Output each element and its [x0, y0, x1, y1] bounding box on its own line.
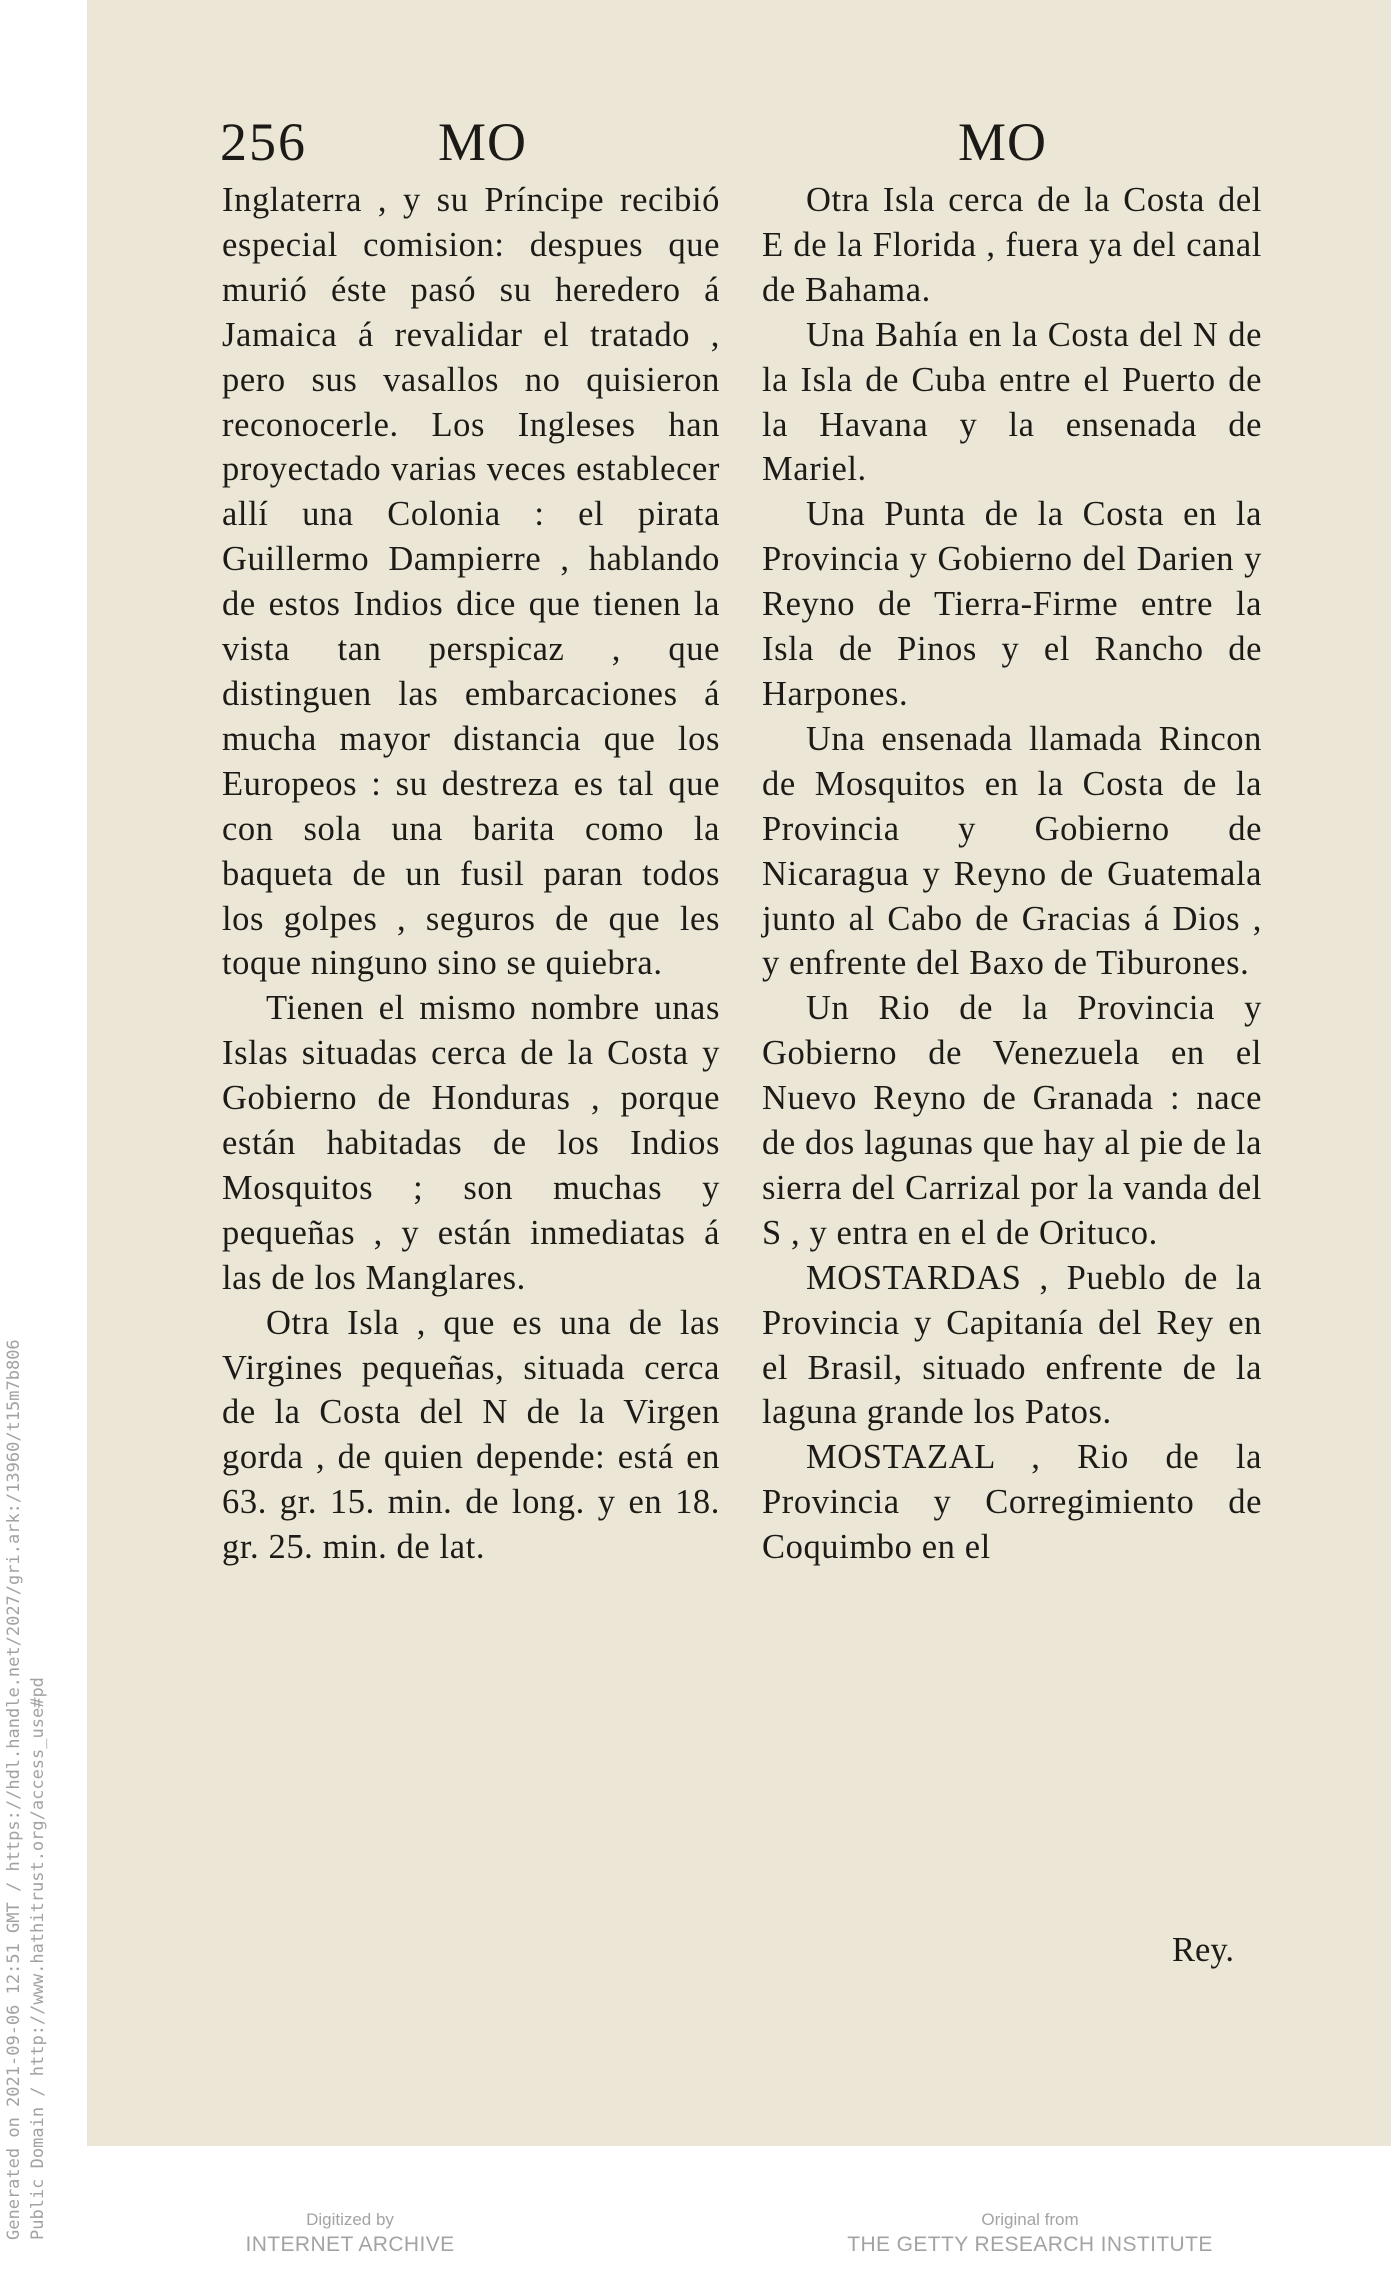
paragraph: Inglaterra , y su Príncipe recibió especial comision: despues que murió éste pasó su heredero á Jamaica á revalidar el tratado , pero sus vasallos no quisieron reconocerle. Los Ingleses han proyectado varias veces establecer allí una Colonia : el pirata Guillermo Dampierre , hablando de estos Indios dice que tienen la vista tan perspicaz , que distinguen las embarcaciones á mucha mayor distancia que los Europeos : su destreza es tal que con sola una barita como la baqueta de un fusil paran todos los golpes , seguros de que les toque ninguno sino se quiebra. [222, 181, 720, 983]
original-from-label: Original from [981, 2210, 1079, 2229]
paragraph: Una ensenada llamada Rincon de Mosquitos en la Costa de la Provincia y Gobierno de Nicaragua y Reyno de Guatemala junto al Cabo de Gracias á Dios , y enfrente del Baxo de Tiburones. [762, 719, 1262, 983]
running-head-right: MO [958, 112, 1048, 172]
entry-mostardas: MOSTARDAS , Pueblo de la Provincia y Capitanía del Rey en el Brasil, situado enfrente de la laguna grande los Patos. [762, 1258, 1262, 1432]
left-column [222, 178, 720, 1570]
generation-stamp-line: Generated on 2021-09-06 12:51 GMT / https://hdl.handle.net/2027/gri.ark:/13960/t15m7b806 [4, 1339, 24, 2240]
digitized-by-credit [200, 2208, 500, 2258]
running-head-left: MO [438, 112, 528, 172]
paragraph: Tienen el mismo nombre unas Islas situadas cerca de la Costa y Gobierno de Honduras , porque están habitadas de los Indios Mosquitos ; son muchas y pequeñas , y están inmediatas á las de los Manglares. [222, 989, 720, 1297]
paragraph: Una Punta de la Costa en la Provincia y Gobierno del Darien y Reyno de Tierra-Firme entre la Isla de Pinos y el Rancho de Harpones. [762, 495, 1262, 713]
getty-logo-text: THE GETTY RESEARCH INSTITUTE [847, 2233, 1213, 2256]
paragraph: Una Bahía en la Costa del N de la Isla de Cuba entre el Puerto de la Havana y la ensenada de Mariel. [762, 315, 1262, 489]
digitized-by-label: Digitized by [306, 2210, 394, 2229]
entry-mostazal: MOSTAZAL , Rio de la Provincia y Corregimiento de Coquimbo en el [762, 1438, 1262, 1567]
generation-stamp [2, 1080, 50, 2240]
catchword: Rey. [1172, 1931, 1234, 1969]
license-stamp-line: Public Domain / http://www.hathitrust.org/access_use#pd [28, 1677, 48, 2240]
paragraph: Un Rio de la Provincia y Gobierno de Venezuela en el Nuevo Reyno de Granada : nace de dos lagunas que hay al pie de la sierra del Carrizal por la vanda del S , y entra en el de Orituco. [762, 989, 1263, 1252]
original-from-credit [830, 2208, 1230, 2258]
paragraph: Otra Isla , que es una de las Virgines pequeñas, situada cerca de la Costa del N de la Virgen gorda , de quien depende: está en 63. gr. 15. min. de long. y en 18. gr. 25. min. de lat. [222, 1303, 720, 1567]
internet-archive-logo-text: INTERNET ARCHIVE [245, 2233, 455, 2256]
paragraph: Otra Isla cerca de la Costa del E de la Florida , fuera ya del canal de Bahama. [762, 181, 1262, 309]
right-column [762, 178, 1262, 1570]
page-number: 256 [220, 112, 307, 172]
